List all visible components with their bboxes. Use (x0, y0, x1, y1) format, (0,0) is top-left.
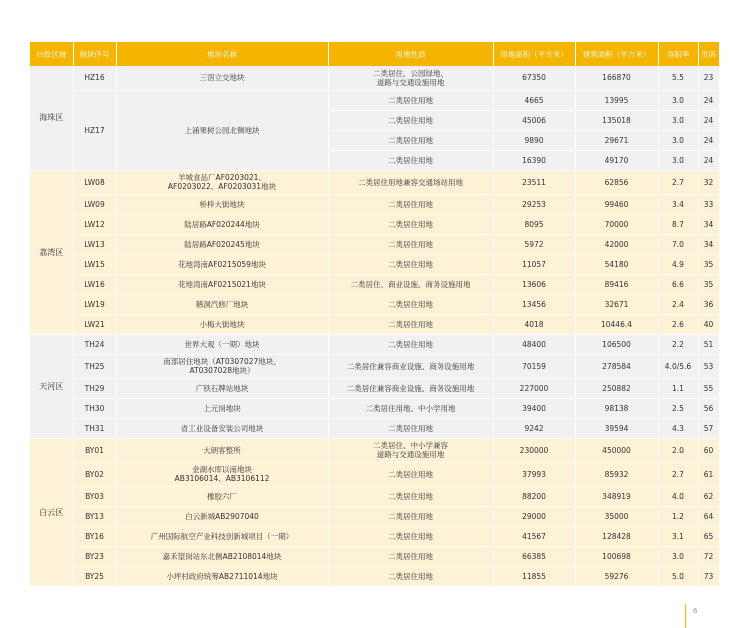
parcel-name-line: 羊城食品厂AF0203021、 (178, 173, 266, 182)
column-header-region: 行政区域 (30, 42, 73, 66)
parcel-name-cell (116, 398, 328, 418)
parcel-name-line: 小坪村政府统筹AB2711014地块 (166, 571, 278, 581)
land-nature-line: 二类居住用地 (388, 95, 433, 105)
table-row (30, 254, 719, 274)
parcel-name-cell (116, 566, 328, 586)
table-row (30, 294, 719, 314)
table-row (30, 398, 719, 418)
page-cell: 40 (698, 314, 719, 334)
parcel-code-cell: BY16 (73, 526, 116, 546)
building-area-cell: 59276 (575, 566, 658, 586)
table-row (30, 274, 719, 294)
page-cell: 32 (698, 170, 719, 194)
land-nature-line: 二类居住用地 (388, 531, 433, 541)
land-nature-line: 二类居住用地 (388, 511, 433, 521)
land-nature-cell (328, 314, 493, 334)
page-cell: 35 (698, 254, 719, 274)
far-cell: 2.6 (658, 314, 698, 334)
land-area-cell: 23511 (493, 170, 575, 194)
land-nature-cell (328, 546, 493, 566)
page-cell: 35 (698, 274, 719, 294)
land-nature-cell (328, 170, 493, 194)
page-cell: 57 (698, 418, 719, 438)
parcel-name-line: 金湖水库以南地块 (192, 465, 252, 474)
page-cell: 34 (698, 234, 719, 254)
parcel-name-cell (116, 66, 328, 90)
land-area-cell: 67350 (493, 66, 575, 90)
page-cell: 61 (698, 462, 719, 486)
building-area-cell: 54180 (575, 254, 658, 274)
page-cell: 36 (698, 294, 719, 314)
parcel-name-line: 大朗客整所 (203, 445, 241, 455)
page-cell: 33 (698, 194, 719, 214)
land-area-cell: 16390 (493, 150, 575, 170)
far-cell: 4.9 (658, 254, 698, 274)
land-nature-line: 二类居住、商业设施、商务设施用地 (350, 279, 471, 289)
far-cell: 2.7 (658, 170, 698, 194)
table-row (30, 462, 719, 486)
far-cell: 1.2 (658, 506, 698, 526)
parcel-code-cell: HZ17 (73, 90, 116, 170)
parcel-name-cell (116, 214, 328, 234)
table-row (30, 194, 719, 214)
table-row (30, 506, 719, 526)
building-area-cell: 13995 (575, 90, 658, 110)
parcel-name-cell (116, 378, 328, 398)
land-nature-line: 道路与交通设施用地 (376, 450, 445, 459)
land-nature-cell (328, 506, 493, 526)
table-row (30, 314, 719, 334)
table-row (30, 566, 719, 586)
far-cell: 3.0 (658, 90, 698, 110)
far-cell: 7.0 (658, 234, 698, 254)
land-nature-line: 二类居住、公园绿地、 (373, 68, 448, 78)
far-cell: 2.4 (658, 294, 698, 314)
page-cell: 51 (698, 334, 719, 354)
land-nature-line: 二类居住用地 (388, 339, 433, 349)
parcel-code-cell: TH25 (73, 354, 116, 378)
land-nature-cell (328, 274, 493, 294)
land-area-cell: 37993 (493, 462, 575, 486)
parcel-name-line: 白云新城AB2907040 (185, 511, 259, 521)
building-area-cell: 89416 (575, 274, 658, 294)
far-cell: 2.2 (658, 334, 698, 354)
parcel-name-cell (116, 194, 328, 214)
land-nature-line: 二类居住用地 (388, 219, 433, 229)
table-row (30, 378, 719, 398)
land-nature-line: 二类居住用地 (388, 571, 433, 581)
building-area-cell: 98138 (575, 398, 658, 418)
far-cell: 4.3 (658, 418, 698, 438)
building-area-cell: 99460 (575, 194, 658, 214)
parcel-name-cell (116, 438, 328, 462)
parcel-code-cell: LW13 (73, 234, 116, 254)
page-cell: 24 (698, 90, 719, 110)
land-nature-cell (328, 90, 493, 110)
table-row (30, 354, 719, 378)
land-nature-cell (328, 150, 493, 170)
page-cell: 62 (698, 486, 719, 506)
parcel-name-line: 嘉禾望岗站东北侧AB2108014地块 (162, 551, 282, 561)
parcel-code-cell: BY25 (73, 566, 116, 586)
far-cell: 3.0 (658, 110, 698, 130)
land-area-cell: 4018 (493, 314, 575, 334)
land-nature-cell (328, 254, 493, 274)
building-area-cell: 128428 (575, 526, 658, 546)
parcel-name-line: AF0203022、AF0203031地块 (167, 182, 277, 191)
column-header-name: 地块名称 (116, 42, 328, 66)
parcel-name-cell (116, 294, 328, 314)
land-area-cell: 45006 (493, 110, 575, 130)
land-nature-line: 二类居住用地 (388, 551, 433, 561)
land-nature-cell (328, 398, 493, 418)
land-nature-line: 二类居住用地 (388, 423, 433, 433)
parcel-name-cell (116, 274, 328, 294)
parcel-code-cell: LW08 (73, 170, 116, 194)
page-cell: 53 (698, 354, 719, 378)
land-area-cell: 11057 (493, 254, 575, 274)
parcel-name-cell (116, 170, 328, 194)
parcel-code-cell: BY13 (73, 506, 116, 526)
parcel-code-cell: LW15 (73, 254, 116, 274)
parcel-name-cell (116, 354, 328, 378)
far-cell: 2.7 (658, 462, 698, 486)
page-cell: 64 (698, 506, 719, 526)
column-header-building-area: 建筑面积（平方米） (575, 42, 658, 66)
far-cell: 3.0 (658, 546, 698, 566)
page-cell: 34 (698, 214, 719, 234)
far-cell: 5.5 (658, 66, 698, 90)
page-cell: 73 (698, 566, 719, 586)
table-row (30, 438, 719, 462)
parcel-name-line: 世界大观（一期）地块 (184, 339, 260, 349)
parcel-code-cell: LW09 (73, 194, 116, 214)
land-nature-cell (328, 234, 493, 254)
building-area-cell: 100698 (575, 546, 658, 566)
land-nature-cell (328, 354, 493, 378)
table-row (30, 418, 719, 438)
building-area-cell: 70000 (575, 214, 658, 234)
table-row (30, 234, 719, 254)
building-area-cell: 250882 (575, 378, 658, 398)
far-cell: 6.6 (658, 274, 698, 294)
land-nature-line: 二类居住用地 (388, 299, 433, 309)
land-area-cell: 66385 (493, 546, 575, 566)
parcel-name-line: 广州国际航空产业科技创新城项目（一期） (150, 531, 294, 541)
parcel-name-line: 广铁石牌站地块 (195, 383, 249, 393)
column-header-far: 容积率 (658, 42, 698, 66)
parcel-code-cell: LW21 (73, 314, 116, 334)
parcel-name-cell (116, 254, 328, 274)
parcel-name-line: AT0307028地块） (189, 366, 255, 375)
table-row (30, 526, 719, 546)
parcel-name-line: 陆居路AF020244地块 (184, 219, 260, 229)
far-cell: 2.0 (658, 438, 698, 462)
building-area-cell: 106500 (575, 334, 658, 354)
parcel-code-cell: LW12 (73, 214, 116, 234)
far-cell: 3.1 (658, 526, 698, 546)
far-cell: 2.5 (658, 398, 698, 418)
far-cell: 1.1 (658, 378, 698, 398)
building-area-cell: 39594 (575, 418, 658, 438)
land-area-cell: 39400 (493, 398, 575, 418)
land-area-cell: 9242 (493, 418, 575, 438)
page-cell: 55 (698, 378, 719, 398)
building-area-cell: 450000 (575, 438, 658, 462)
parcel-name-cell (116, 546, 328, 566)
land-nature-line: 道路与交通设施用地 (376, 77, 445, 87)
table-row (30, 90, 719, 110)
land-area-cell: 70159 (493, 354, 575, 378)
page-cell: 24 (698, 150, 719, 170)
land-area-cell: 88200 (493, 486, 575, 506)
parcel-name-cell (116, 506, 328, 526)
parcel-name-cell (116, 418, 328, 438)
parcel-name-line: 三滘立交地块 (199, 73, 245, 83)
building-area-cell: 35000 (575, 506, 658, 526)
land-nature-cell (328, 130, 493, 150)
building-area-cell: 278584 (575, 354, 658, 378)
region-cell: 白云区 (30, 438, 73, 586)
table-row (30, 214, 719, 234)
far-cell: 4.0/5.6 (658, 354, 698, 378)
land-nature-cell (328, 66, 493, 90)
far-cell: 8.7 (658, 214, 698, 234)
land-nature-cell (328, 110, 493, 130)
building-area-cell: 42000 (575, 234, 658, 254)
parcel-code-cell: BY23 (73, 546, 116, 566)
land-nature-line: 二类居住用地 (388, 239, 433, 249)
parcel-name-line: 上元岗地块 (203, 403, 241, 413)
parcel-name-cell (116, 462, 328, 486)
parcel-code-cell: TH24 (73, 334, 116, 354)
page-number-divider (685, 604, 686, 628)
parcel-code-cell: LW16 (73, 274, 116, 294)
land-area-cell: 9890 (493, 130, 575, 150)
land-area-cell: 5972 (493, 234, 575, 254)
building-area-cell: 135018 (575, 110, 658, 130)
land-nature-line: 二类居住兼容商业设施、商务设施用地 (346, 361, 475, 371)
page-cell: 56 (698, 398, 719, 418)
column-header-nature: 用地性质 (328, 42, 493, 66)
parcel-name-line: 小梅大街地块 (199, 319, 245, 329)
parcel-code-cell: BY01 (73, 438, 116, 462)
land-nature-line: 二类居住兼容商业设施、商务设施用地 (346, 383, 475, 393)
parcel-name-cell (116, 526, 328, 546)
parcel-name-cell (116, 314, 328, 334)
page-cell: 60 (698, 438, 719, 462)
parcel-name-line: AB3106014、AB3106112 (174, 474, 270, 483)
land-nature-cell (328, 438, 493, 462)
parcel-name-cell (116, 334, 328, 354)
region-cell: 荔湾区 (30, 170, 73, 334)
land-area-cell: 29000 (493, 506, 575, 526)
region-cell: 海珠区 (30, 66, 73, 170)
parcel-name-line: 陆居路AF020245地块 (184, 239, 260, 249)
parcel-code-cell: BY03 (73, 486, 116, 506)
parcel-code-cell: HZ16 (73, 66, 116, 90)
land-nature-cell (328, 294, 493, 314)
column-header-page: 页码 (698, 42, 719, 66)
land-nature-cell (328, 486, 493, 506)
land-nature-line: 二类居住、中小学兼容 (373, 441, 448, 450)
table-row (30, 546, 719, 566)
building-area-cell: 49170 (575, 150, 658, 170)
parcel-code-cell: TH31 (73, 418, 116, 438)
page-cell: 24 (698, 130, 719, 150)
land-area-cell: 41567 (493, 526, 575, 546)
land-nature-line: 二类居住用地 (388, 319, 433, 329)
table-row (30, 334, 719, 354)
table-row (30, 170, 719, 194)
land-nature-line: 二类居住用地 (388, 199, 433, 209)
table-row (30, 66, 719, 90)
land-area-cell: 8095 (493, 214, 575, 234)
parcel-code-cell: LW19 (73, 294, 116, 314)
column-header-code: 地块序号 (73, 42, 116, 66)
far-cell: 4.0 (658, 486, 698, 506)
land-area-cell: 48400 (493, 334, 575, 354)
land-nature-line: 二类居住用地 (388, 115, 433, 125)
parcel-name-cell (116, 486, 328, 506)
land-nature-cell (328, 526, 493, 546)
land-area-cell: 11855 (493, 566, 575, 586)
land-area-cell: 4665 (493, 90, 575, 110)
land-nature-line: 二类居住用地兼容交通场站用地 (358, 177, 463, 187)
land-area-cell: 13606 (493, 274, 575, 294)
parcel-code-cell: BY02 (73, 462, 116, 486)
page-cell: 23 (698, 66, 719, 90)
land-parcel-table (30, 42, 720, 587)
region-cell: 天河区 (30, 334, 73, 438)
far-cell: 3.4 (658, 194, 698, 214)
far-cell: 5.0 (658, 566, 698, 586)
table-row (30, 486, 719, 506)
land-nature-cell (328, 378, 493, 398)
parcel-name-line: 花地湾南AF0215021地块 (178, 279, 266, 289)
building-area-cell: 32671 (575, 294, 658, 314)
land-area-cell: 227000 (493, 378, 575, 398)
building-area-cell: 166870 (575, 66, 658, 90)
parcel-name-cell (116, 234, 328, 254)
parcel-code-cell: TH30 (73, 398, 116, 418)
building-area-cell: 85932 (575, 462, 658, 486)
parcel-name-line: 上涌果树公园北侧地块 (184, 125, 260, 135)
far-cell: 3.0 (658, 150, 698, 170)
column-header-land-area: 用地面积（平方米） (493, 42, 575, 66)
land-nature-cell (328, 462, 493, 486)
land-nature-line: 二类居住用地 (388, 155, 433, 165)
land-area-cell: 13456 (493, 294, 575, 314)
land-area-cell: 230000 (493, 438, 575, 462)
parcel-name-line: 桥梓大街地块 (199, 199, 245, 209)
parcel-code-cell: TH29 (73, 378, 116, 398)
land-nature-line: 二类居住用地 (388, 491, 433, 501)
parcel-name-line: 南部居住地块（AT0307027地块、 (163, 357, 281, 366)
land-nature-cell (328, 194, 493, 214)
land-area-cell: 29253 (493, 194, 575, 214)
page-cell: 72 (698, 546, 719, 566)
land-nature-cell (328, 566, 493, 586)
parcel-name-line: 花地湾南AF0215059地块 (178, 259, 266, 269)
land-nature-cell (328, 214, 493, 234)
parcel-name-line: 橡胶六厂 (207, 491, 237, 501)
building-area-cell: 10446.4 (575, 314, 658, 334)
page-number: 6 (693, 607, 698, 615)
page-cell: 65 (698, 526, 719, 546)
land-nature-line: 二类居住用地 (388, 259, 433, 269)
parcel-name-line: 省工业设备安装公司地块 (180, 423, 264, 433)
far-cell: 3.0 (658, 130, 698, 150)
land-nature-line: 二类居住用地 (388, 469, 433, 479)
page-cell: 24 (698, 110, 719, 130)
land-nature-cell (328, 418, 493, 438)
building-area-cell: 29671 (575, 130, 658, 150)
parcel-name-line: 鹤洞汽修厂地块 (195, 299, 249, 309)
parcel-name-cell (116, 90, 328, 170)
building-area-cell: 62856 (575, 170, 658, 194)
building-area-cell: 348919 (575, 486, 658, 506)
land-nature-cell (328, 334, 493, 354)
table-header-row (30, 42, 719, 66)
land-nature-line: 二类居住用地 (388, 135, 433, 145)
land-nature-line: 二类居住用地、中小学用地 (365, 403, 456, 413)
table-body (30, 66, 719, 586)
